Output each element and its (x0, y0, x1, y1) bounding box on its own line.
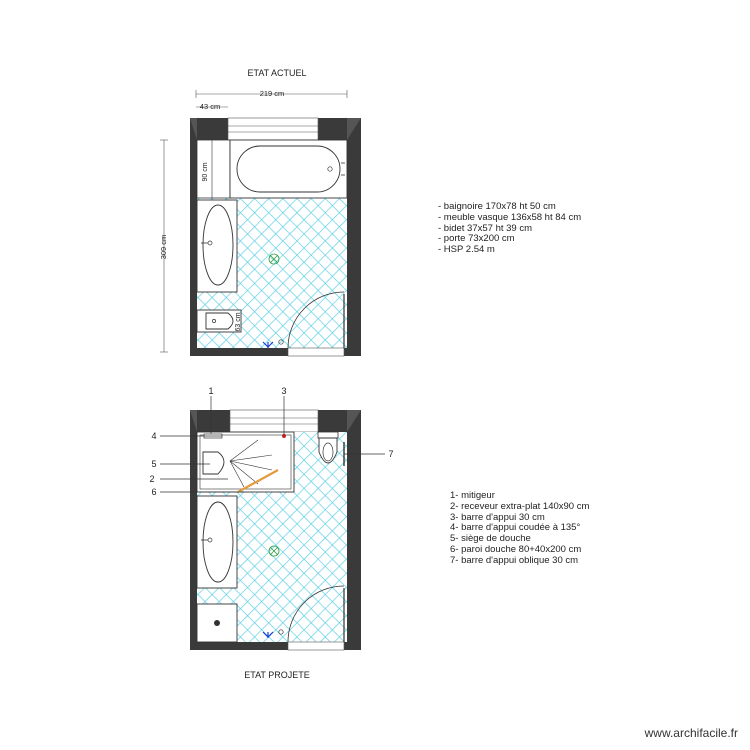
marker-1: 1 (208, 386, 214, 396)
legend-item: - porte 73x200 cm (438, 233, 515, 245)
legend-item: - meuble vasque 136x58 ht 84 cm (438, 211, 582, 223)
dimension-width: 219 cm (259, 89, 285, 98)
legend-item: - bidet 37x57 ht 39 cm (438, 222, 532, 234)
legend-item: 2- receveur extra-plat 140x90 cm (450, 500, 590, 512)
dimension-63: 63 cm (235, 312, 242, 332)
legend-item: 4- barre d'appui coudée à 135° (450, 522, 581, 534)
legend-item: 7- barre d'appui oblique 30 cm (450, 554, 579, 566)
dimension-height: 309 cm (159, 234, 168, 260)
bathtub (230, 140, 347, 198)
shower-tray (197, 432, 294, 492)
marker-6: 6 (151, 487, 157, 497)
marker-7: 7 (388, 449, 394, 459)
vanity-sink-actuel (197, 200, 237, 292)
legend-item: 5- siège de douche (450, 533, 531, 545)
plan-etat-actuel (159, 68, 361, 356)
marker-3: 3 (281, 386, 287, 396)
legend-item: - HSP 2.54 m (438, 244, 495, 256)
legend-item: - baignoire 170x78 ht 50 cm (438, 201, 556, 212)
window-actuel (228, 118, 318, 140)
legend-item: 6- paroi douche 80+40x200 cm (450, 543, 582, 555)
vanity-sink-projete (197, 496, 237, 588)
dimension-90: 90 cm (202, 162, 209, 182)
window-projete (230, 410, 318, 432)
legend-etat-projete (450, 491, 589, 567)
legend-item: 3- barre d'appui 30 cm (450, 511, 545, 523)
plan-title-actuel: ETAT ACTUEL (247, 68, 307, 78)
legend-item: 1- mitigeur (450, 490, 495, 501)
washing-machine (197, 604, 237, 642)
footer-website: www.archifacile.fr (644, 726, 738, 740)
marker-4: 4 (151, 431, 157, 441)
dimension-left: 43 cm (199, 102, 221, 111)
marker-2: 2 (149, 474, 155, 484)
legend-etat-actuel (438, 202, 581, 256)
marker-5: 5 (151, 459, 157, 469)
plan-etat-projete (149, 386, 393, 680)
plan-title-projete: ETAT PROJETE (244, 670, 310, 680)
